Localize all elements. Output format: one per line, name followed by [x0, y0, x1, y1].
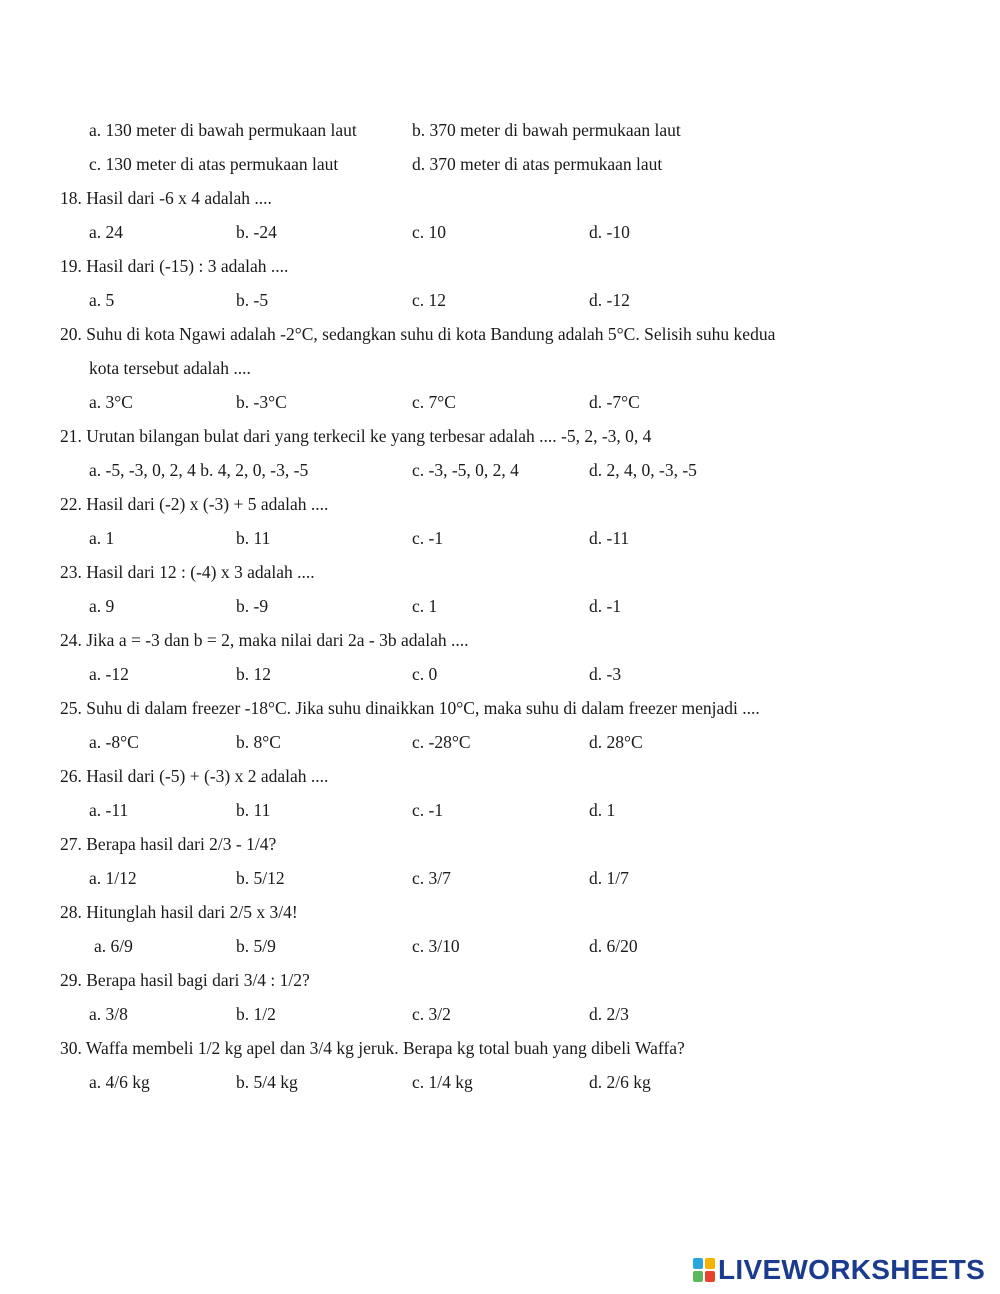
q30-option-c[interactable]: c. 1/4 kg: [412, 1072, 473, 1092]
q29-option-c[interactable]: c. 3/2: [412, 1004, 451, 1024]
liveworksheets-logo-icon: [693, 1258, 715, 1282]
q25-option-c[interactable]: c. -28°C: [412, 732, 471, 752]
q22-option-a[interactable]: a. 1: [89, 528, 115, 548]
q28-option-c[interactable]: c. 3/10: [412, 936, 460, 956]
q25-option-b[interactable]: b. 8°C: [236, 732, 281, 752]
q29-option-b[interactable]: b. 1/2: [236, 1004, 276, 1024]
liveworksheets-logo[interactable]: [693, 1256, 985, 1284]
question-22-text: 22. Hasil dari (-2) x (-3) + 5 adalah ....: [60, 494, 329, 514]
q26-option-a[interactable]: a. -11: [89, 800, 129, 820]
q19-option-c[interactable]: c. 12: [412, 290, 447, 310]
logo-text: LIVEWORKSHEETS: [718, 1254, 986, 1285]
q21-option-c[interactable]: c. -3, -5, 0, 2, 4: [412, 460, 519, 480]
q27-option-c[interactable]: c. 3/7: [412, 868, 451, 888]
q19-option-d[interactable]: d. -12: [589, 290, 630, 310]
q22-option-b[interactable]: b. 11: [236, 528, 271, 548]
q19-option-a[interactable]: a. 5: [89, 290, 115, 310]
question-23-text: 23. Hasil dari 12 : (-4) x 3 adalah ....: [60, 562, 315, 582]
question-19-text: 19. Hasil dari (-15) : 3 adalah ....: [60, 256, 289, 276]
question-27-text: 27. Berapa hasil dari 2/3 - 1/4?: [60, 834, 277, 854]
q18-option-b[interactable]: b. -24: [236, 222, 277, 242]
q17-option-b[interactable]: b. 370 meter di bawah permukaan laut: [412, 120, 681, 140]
q17-option-a[interactable]: a. 130 meter di bawah permukaan laut: [89, 120, 357, 140]
q18-option-d[interactable]: d. -10: [589, 222, 630, 242]
q28-option-d[interactable]: d. 6/20: [589, 936, 638, 956]
q29-option-a[interactable]: a. 3/8: [89, 1004, 128, 1024]
q27-option-a[interactable]: a. 1/12: [89, 868, 137, 888]
q28-option-b[interactable]: b. 5/9: [236, 936, 276, 956]
q26-option-d[interactable]: d. 1: [589, 800, 616, 820]
question-29-text: 29. Berapa hasil bagi dari 3/4 : 1/2?: [60, 970, 310, 990]
q18-option-a[interactable]: a. 24: [89, 222, 124, 242]
q22-option-d[interactable]: d. -11: [589, 528, 630, 548]
q30-option-d[interactable]: d. 2/6 kg: [589, 1072, 651, 1092]
q24-option-c[interactable]: c. 0: [412, 664, 438, 684]
q27-option-d[interactable]: d. 1/7: [589, 868, 629, 888]
q23-option-c[interactable]: c. 1: [412, 596, 438, 616]
q24-option-d[interactable]: d. -3: [589, 664, 622, 684]
question-24-text: 24. Jika a = -3 dan b = 2, maka nilai dari 2a - 3b adalah ....: [60, 630, 469, 650]
q23-option-a[interactable]: a. 9: [89, 596, 115, 616]
q17-option-d[interactable]: d. 370 meter di atas permukaan laut: [412, 154, 663, 174]
q20-option-d[interactable]: d. -7°C: [589, 392, 640, 412]
question-18-text: 18. Hasil dari -6 x 4 adalah ....: [60, 188, 272, 208]
q21-option-a-b[interactable]: a. -5, -3, 0, 2, 4 b. 4, 2, 0, -3, -5: [89, 460, 309, 480]
question-21-text: 21. Urutan bilangan bulat dari yang terkecil ke yang terbesar adalah .... -5, 2, -3, 0, 4: [60, 426, 652, 446]
q25-option-a[interactable]: a. -8°C: [89, 732, 139, 752]
q26-option-c[interactable]: c. -1: [412, 800, 444, 820]
question-20-text: 20. Suhu di kota Ngawi adalah -2°C, sedangkan suhu di kota Bandung adalah 5°C. Selisih suhu kedua: [60, 324, 776, 344]
question-25-text: 25. Suhu di dalam freezer -18°C. Jika suhu dinaikkan 10°C, maka suhu di dalam freezer menjadi ....: [60, 698, 760, 718]
q20-option-c[interactable]: c. 7°C: [412, 392, 456, 412]
q30-option-b[interactable]: b. 5/4 kg: [236, 1072, 298, 1092]
q23-option-d[interactable]: d. -1: [589, 596, 622, 616]
q20-option-a[interactable]: a. 3°C: [89, 392, 133, 412]
q29-option-d[interactable]: d. 2/3: [589, 1004, 629, 1024]
question-30-text: 30. Waffa membeli 1/2 kg apel dan 3/4 kg jeruk. Berapa kg total buah yang dibeli Waffa?: [60, 1038, 685, 1058]
question-20-text-continued: kota tersebut adalah ....: [89, 358, 251, 378]
q26-option-b[interactable]: b. 11: [236, 800, 271, 820]
q20-option-b[interactable]: b. -3°C: [236, 392, 287, 412]
q28-option-a[interactable]: a. 6/9: [94, 936, 133, 956]
q21-option-d[interactable]: d. 2, 4, 0, -3, -5: [589, 460, 697, 480]
q23-option-b[interactable]: b. -9: [236, 596, 269, 616]
q17-option-c[interactable]: c. 130 meter di atas permukaan laut: [89, 154, 339, 174]
question-28-text: 28. Hitunglah hasil dari 2/5 x 3/4!: [60, 902, 298, 922]
q24-option-a[interactable]: a. -12: [89, 664, 129, 684]
q25-option-d[interactable]: d. 28°C: [589, 732, 643, 752]
q27-option-b[interactable]: b. 5/12: [236, 868, 285, 888]
question-26-text: 26. Hasil dari (-5) + (-3) x 2 adalah ....: [60, 766, 329, 786]
q18-option-c[interactable]: c. 10: [412, 222, 447, 242]
q24-option-b[interactable]: b. 12: [236, 664, 271, 684]
q19-option-b[interactable]: b. -5: [236, 290, 269, 310]
q30-option-a[interactable]: a. 4/6 kg: [89, 1072, 150, 1092]
q22-option-c[interactable]: c. -1: [412, 528, 444, 548]
